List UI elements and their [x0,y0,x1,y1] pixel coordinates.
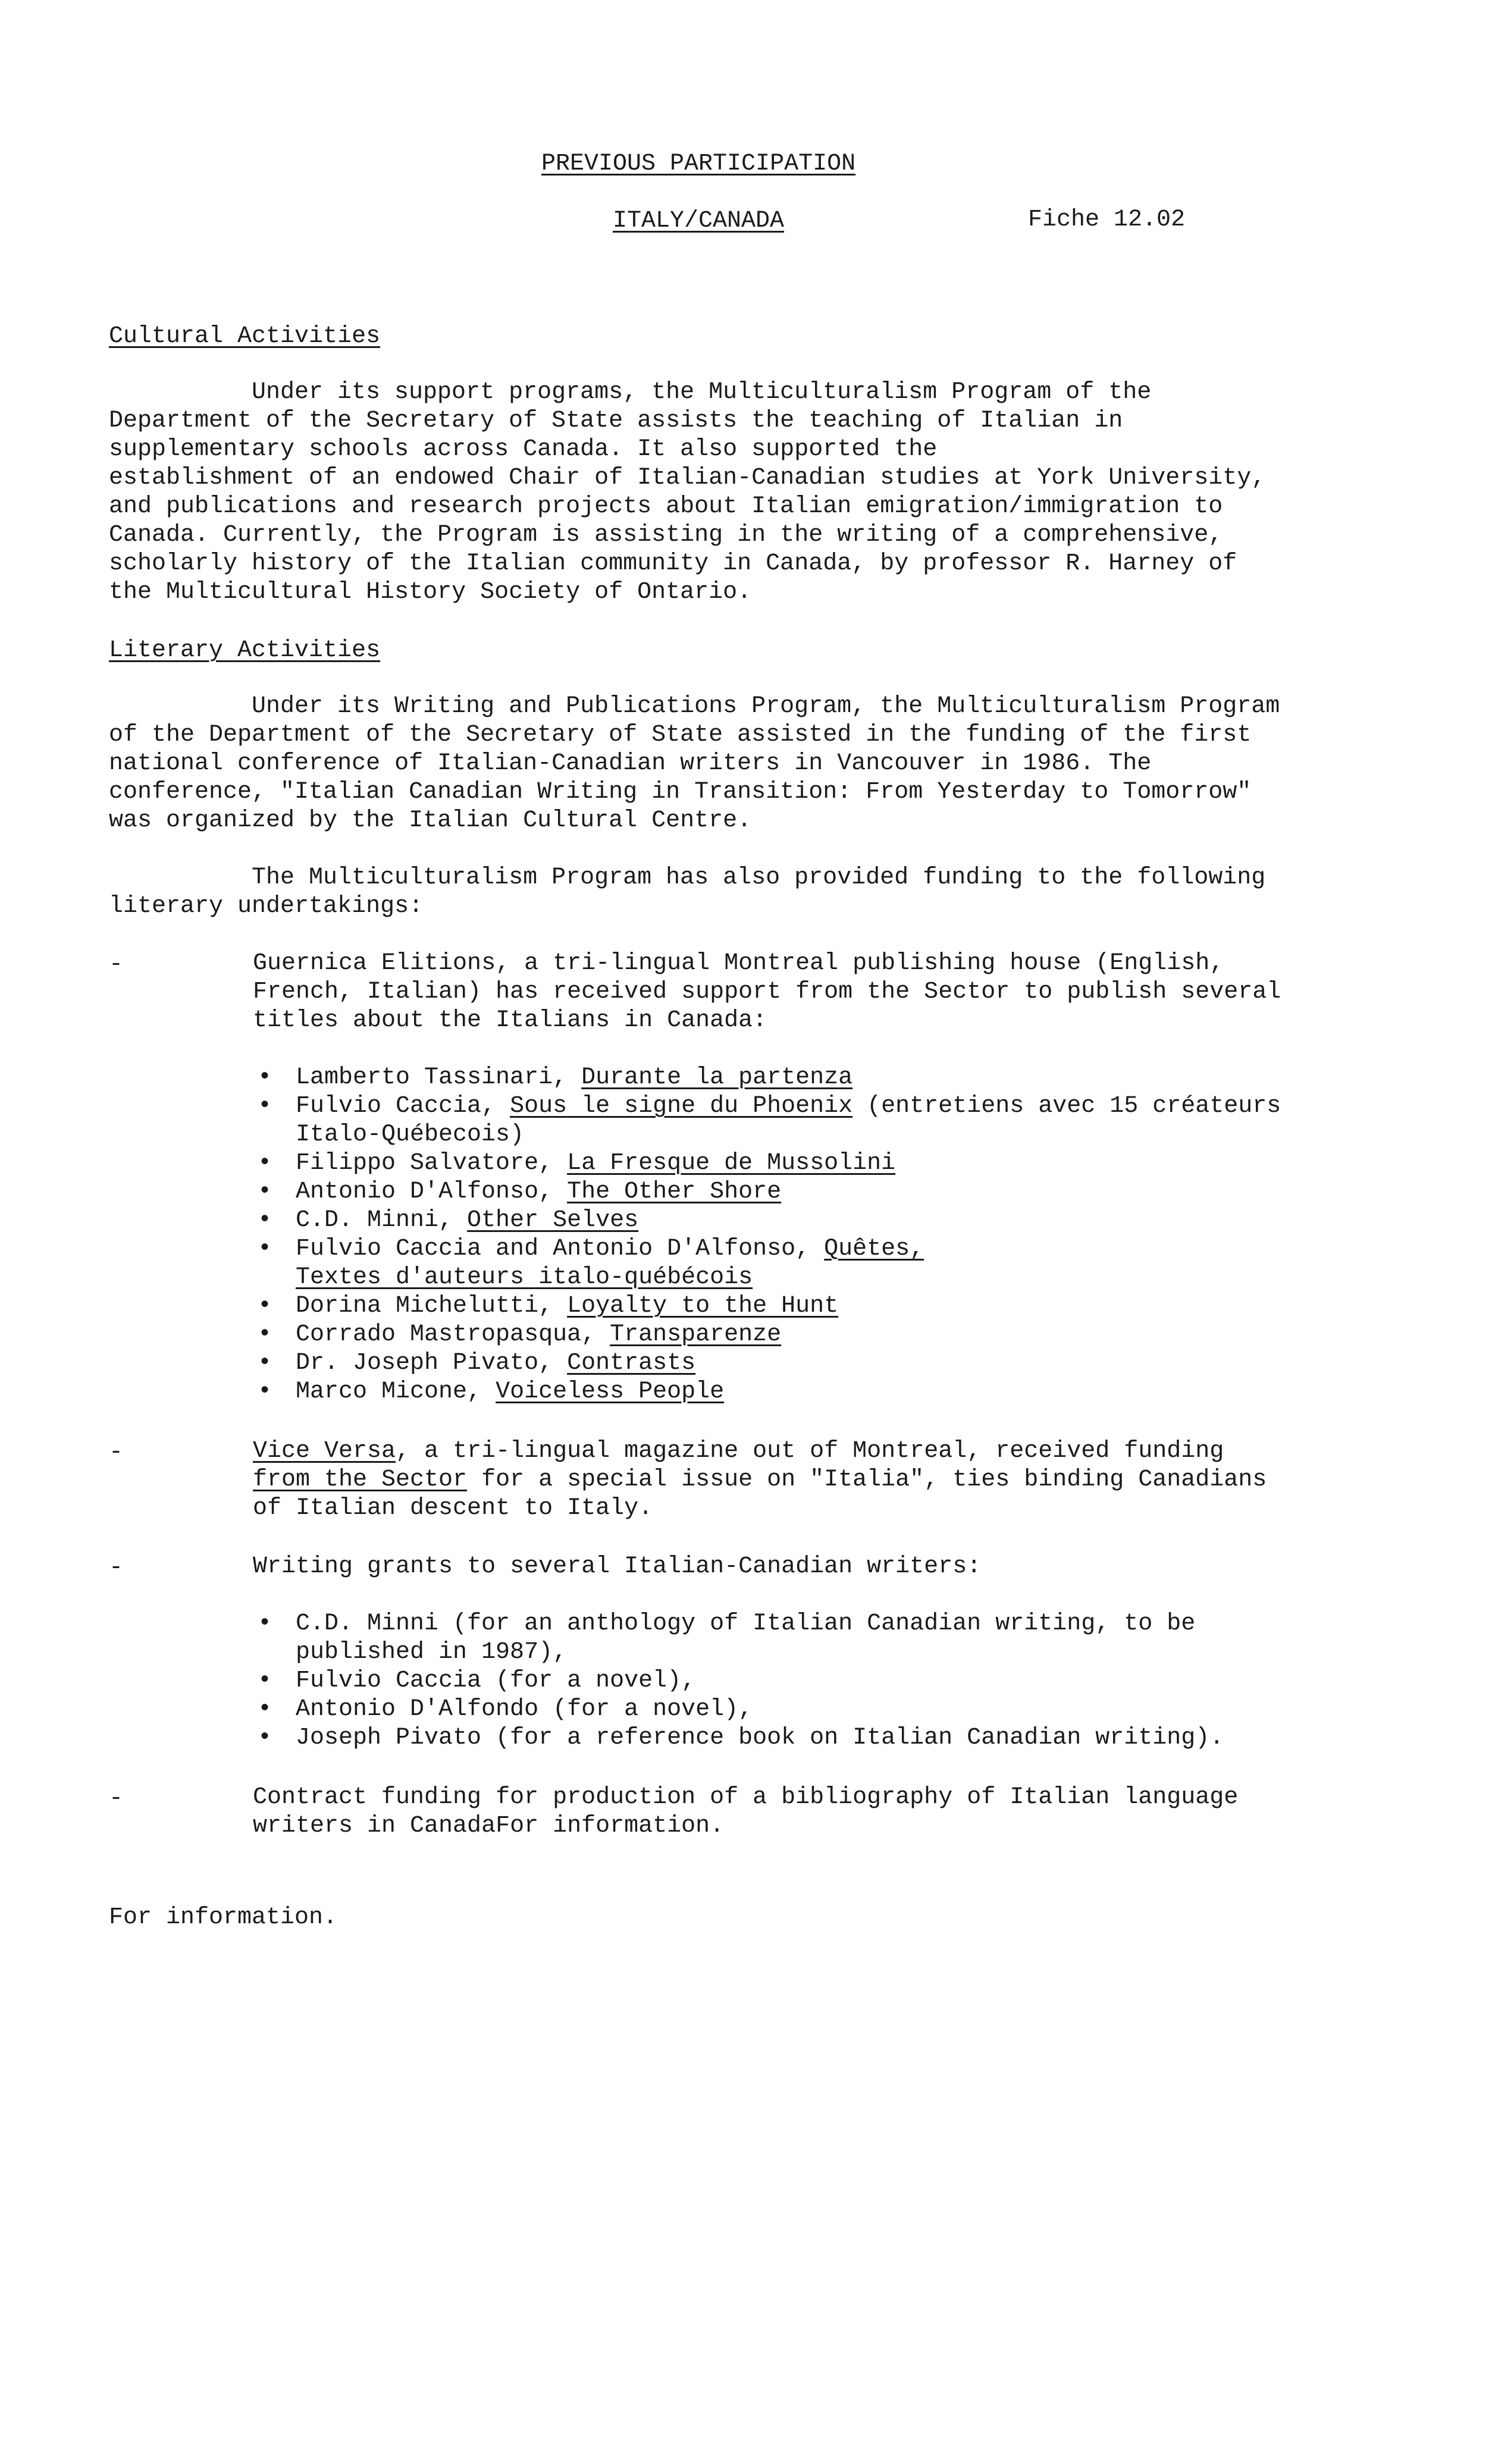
list-item [253,1378,1281,1406]
list-item [253,1610,1224,1638]
bullet: • [258,1064,272,1091]
fiche-number: Fiche 12.02 [1028,206,1186,233]
text-line: scholarly history of the Italian community in Canada, by professor R. Harney of [109,550,1237,577]
work-title: Loyalty to the Hunt [567,1293,839,1319]
literary-paragraph-1 [109,692,1280,835]
text-line: French, Italian) has received support from the Sector to publish several [253,979,1281,1005]
grant-text: Fulvio Caccia (for a novel), [296,1667,696,1694]
bullet: • [258,1236,272,1262]
work-title: Other Selves [467,1207,639,1234]
text-line [253,1466,1267,1494]
list-item [253,1349,1281,1378]
work-title: Voiceless People [496,1378,725,1405]
bullet: • [258,1207,272,1234]
text-line: and publications and research projects about Italian emigration/immigration to [109,493,1223,520]
author: C.D. Minni, [296,1207,468,1234]
country-heading: ITALY/CANADA [613,208,785,234]
dash-marker: - [109,951,124,978]
work-note: (entretiens avec 15 créateurs [853,1093,1281,1120]
dash-marker: - [109,1554,124,1581]
text-line: titles about the Italians in Canada: [253,1007,767,1034]
dash-marker: - [109,1785,124,1812]
text-line: national conference of Italian-Canadian writers in Vancouver in 1986. The [109,750,1152,777]
list-item [253,1667,1224,1695]
author: Fulvio Caccia and Antonio D'Alfonso, [296,1236,825,1262]
text-line: The Multiculturalism Program has also provided funding to the following [252,864,1266,891]
bullet: • [258,1321,272,1348]
author: Fulvio Caccia, [296,1093,510,1120]
text-line: of Italian descent to Italy. [253,1495,653,1522]
author: Filippo Salvatore, [296,1150,568,1177]
grant-text: Joseph Pivato (for a reference book on Italian Canadian writing). [296,1725,1224,1751]
list-item [253,1292,1281,1321]
bullet: • [258,1293,272,1319]
cultural-paragraph [109,378,1265,607]
text-line: Guernica Elitions, a tri-lingual Montreal publishing house (English, [253,950,1224,977]
work-title: Sous le signe du Phoenix [510,1093,853,1120]
list-item-continuation: Italo-Québecois) [296,1121,525,1148]
author: Antonio D'Alfonso, [296,1178,568,1205]
bullet: • [258,1696,272,1723]
section-heading-cultural: Cultural Activities [109,323,381,350]
list-item [253,1064,1281,1092]
text-run: from the Sector [253,1466,468,1493]
text-line: conference, "Italian Canadian Writing in Transition: From Yesterday to Tomorrow" [109,779,1252,805]
list-item [253,1178,1281,1206]
author: Marco Micone, [296,1378,496,1405]
text-line: supplementary schools across Canada. It also supported the [109,436,938,463]
vice-versa-paragraph [253,1437,1267,1523]
grants-list [253,1610,1224,1753]
magazine-title: Vice Versa [253,1438,396,1465]
work-title: La Fresque de Mussolini [567,1150,896,1177]
grants-intro: Writing grants to several Italian-Canadian writers: [253,1553,982,1580]
author: Lamberto Tassinari, [296,1064,582,1091]
list-item [253,1695,1224,1724]
guernica-paragraph [253,949,1281,1035]
list-item [253,1321,1281,1349]
text-line [253,1437,1267,1466]
literary-paragraph-2 [109,864,1265,921]
page-title: PREVIOUS PARTICIPATION [541,151,856,177]
bullet: • [258,1610,272,1637]
author: Dorina Michelutti, [296,1293,568,1319]
work-title: Contrasts [567,1350,696,1377]
bullet: • [258,1725,272,1751]
list-item [253,1235,1281,1264]
list-item-continuation: Textes d'auteurs italo-québécois [296,1264,753,1291]
bullet: • [258,1150,272,1177]
work-title: The Other Shore [567,1178,782,1205]
work-title: Quêtes, [824,1236,924,1262]
bullet: • [258,1178,272,1205]
text-line: Under its Writing and Publications Program, the Multiculturalism Program [252,693,1280,720]
list-item [253,1724,1224,1753]
text-line: Under its support programs, the Multiculturalism Program of the [252,379,1152,406]
list-item [253,1206,1281,1235]
text-line: the Multicultural History Society of Ontario. [109,579,752,606]
titles-list [253,1064,1281,1406]
text-line: Contract funding for production of a bibliography of Italian language [253,1784,1239,1811]
author: Corrado Mastropasqua, [296,1321,610,1348]
list-item [253,1149,1281,1178]
grant-text: Antonio D'Alfondo (for a novel), [296,1696,753,1723]
text-line: establishment of an endowed Chair of Italian-Canadian studies at York University, [109,465,1266,491]
work-title: Transparenze [610,1321,782,1348]
bullet: • [258,1350,272,1377]
list-item [253,1092,1281,1121]
text-line: was organized by the Italian Cultural Centre. [109,807,752,834]
text-line: of the Department of the Secretary of State assisted in the funding of the first [109,722,1252,748]
text-run: for a special issue on "Italia", ties binding Canadians [467,1466,1267,1493]
author: Dr. Joseph Pivato, [296,1350,568,1377]
text-line: writers in CanadaFor information. [253,1813,725,1839]
text-run: , a tri-lingual magazine out of Montreal, received funding [396,1438,1224,1465]
grant-text: C.D. Minni (for an anthology of Italian Canadian writing, to be [296,1610,1196,1637]
contract-paragraph [253,1783,1238,1841]
bullet: • [258,1667,272,1694]
bullet: • [258,1378,272,1405]
text-line: Canada. Currently, the Program is assisting in the writing of a comprehensive, [109,522,1223,548]
list-item-continuation: published in 1987), [296,1639,568,1666]
dash-marker: - [109,1439,124,1466]
text-line: literary undertakings: [109,893,424,920]
section-heading-literary: Literary Activities [109,637,381,664]
text-line: Department of the Secretary of State assists the teaching of Italian in [109,407,1123,434]
work-title: Durante la partenza [581,1064,853,1091]
footer-note: For information. [109,1904,338,1931]
bullet: • [258,1093,272,1120]
